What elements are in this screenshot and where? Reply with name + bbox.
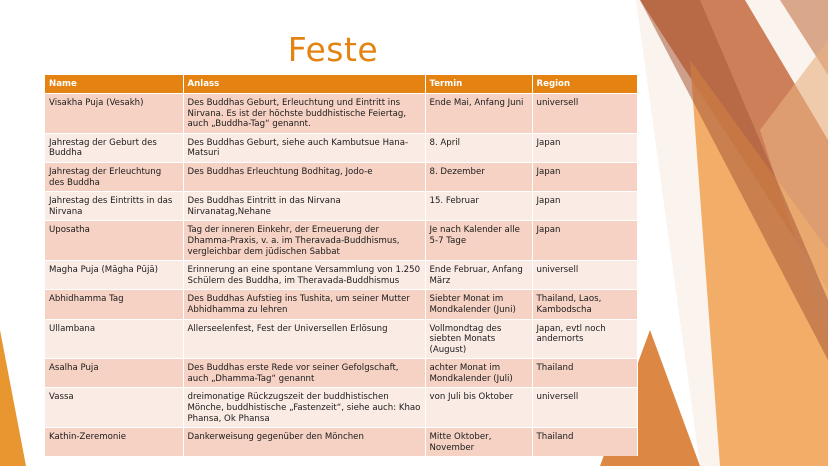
table-row bbox=[45, 192, 637, 221]
header-anlass: Anlass bbox=[183, 75, 425, 94]
cell-region: Japan, evtl noch andernorts bbox=[532, 319, 637, 359]
cell-anlass: Des Buddhas Eintritt in das Nirvana Nirvanatag,Nehane bbox=[183, 192, 425, 221]
table-row bbox=[45, 221, 637, 261]
cell-anlass: Des Buddhas erste Rede vor seiner Gefolgschaft, auch „Dhamma-Tag“ genannt bbox=[183, 359, 425, 388]
table-row bbox=[45, 319, 637, 359]
cell-anlass: Tag der inneren Einkehr, der Erneuerung der Dhamma-Praxis, v. a. im Theravada-Buddhismus, vergleichbar dem jüdischen Sabbat bbox=[183, 221, 425, 261]
table-row bbox=[45, 133, 637, 162]
cell-region: Japan bbox=[532, 221, 637, 261]
cell-region: Thailand bbox=[532, 428, 637, 457]
cell-termin: Vollmondtag des siebten Monats (August) bbox=[425, 319, 532, 359]
cell-termin: 15. Februar bbox=[425, 192, 532, 221]
cell-region: universell bbox=[532, 261, 637, 290]
cell-anlass: Des Buddhas Geburt, Erleuchtung und Eintritt ins Nirvana. Es ist der höchste buddhistische Feiertag, auch „Buddha-Tag“ genannt. bbox=[183, 94, 425, 134]
cell-anlass: Allerseelenfest, Fest der Universellen Erlösung bbox=[183, 319, 425, 359]
cell-name: Visakha Puja (Vesakh) bbox=[45, 94, 183, 134]
cell-anlass: Dankerweisung gegenüber den Mönchen bbox=[183, 428, 425, 457]
cell-anlass: dreimonatige Rückzugszeit der buddhistischen Mönche, buddhistische „Fastenzeit“, siehe auch: Khao Phansa, Ok Phansa bbox=[183, 388, 425, 428]
slide-title: Feste bbox=[287, 30, 379, 69]
table-row bbox=[45, 162, 637, 191]
table-row bbox=[45, 94, 637, 134]
cell-region: Japan bbox=[532, 192, 637, 221]
table-row bbox=[45, 290, 637, 319]
cell-termin: Siebter Monat im Mondkalender (Juni) bbox=[425, 290, 532, 319]
cell-anlass: Erinnerung an eine spontane Versammlung von 1.250 Schülern des Buddha, im Theravada-Buddhismus bbox=[183, 261, 425, 290]
cell-termin: von Juli bis Oktober bbox=[425, 388, 532, 428]
table-row bbox=[45, 359, 637, 388]
cell-region: Thailand, Laos, Kambodscha bbox=[532, 290, 637, 319]
cell-name: Asalha Puja bbox=[45, 359, 183, 388]
cell-termin: Je nach Kalender alle 5-7 Tage bbox=[425, 221, 532, 261]
cell-termin: 8. Dezember bbox=[425, 162, 532, 191]
cell-termin: Ende Februar, Anfang März bbox=[425, 261, 532, 290]
cell-name: Jahrestag der Geburt des Buddha bbox=[45, 133, 183, 162]
festivals-table bbox=[45, 75, 638, 456]
cell-name: Ullambana bbox=[45, 319, 183, 359]
header-name: Name bbox=[45, 75, 183, 94]
cell-name: Jahrestag des Eintritts in das Nirvana bbox=[45, 192, 183, 221]
cell-region: Japan bbox=[532, 162, 637, 191]
cell-termin: achter Monat im Mondkalender (Juli) bbox=[425, 359, 532, 388]
cell-termin: Mitte Oktober, November bbox=[425, 428, 532, 457]
cell-anlass: Des Buddhas Aufstieg ins Tushita, um seiner Mutter Abhidhamma zu lehren bbox=[183, 290, 425, 319]
header-region: Region bbox=[532, 75, 637, 94]
cell-region: Thailand bbox=[532, 359, 637, 388]
cell-name: Jahrestag der Erleuchtung des Buddha bbox=[45, 162, 183, 191]
table-row bbox=[45, 388, 637, 428]
cell-anlass: Des Buddhas Erleuchtung Bodhitag, Jodo-e bbox=[183, 162, 425, 191]
cell-name: Kathin-Zeremonie bbox=[45, 428, 183, 457]
cell-anlass: Des Buddhas Geburt, siehe auch Kambutsue Hana-Matsuri bbox=[183, 133, 425, 162]
cell-name: Vassa bbox=[45, 388, 183, 428]
cell-name: Abhidhamma Tag bbox=[45, 290, 183, 319]
facet-left bbox=[0, 330, 26, 466]
table-row bbox=[45, 261, 637, 290]
cell-termin: 8. April bbox=[425, 133, 532, 162]
table-header-row bbox=[45, 75, 637, 94]
table-body bbox=[45, 94, 637, 457]
cell-name: Magha Puja (Māgha Pūjā) bbox=[45, 261, 183, 290]
cell-region: Japan bbox=[532, 133, 637, 162]
cell-region: universell bbox=[532, 94, 637, 134]
cell-region: universell bbox=[532, 388, 637, 428]
cell-name: Uposatha bbox=[45, 221, 183, 261]
table-row bbox=[45, 428, 637, 457]
cell-termin: Ende Mai, Anfang Juni bbox=[425, 94, 532, 134]
header-termin: Termin bbox=[425, 75, 532, 94]
